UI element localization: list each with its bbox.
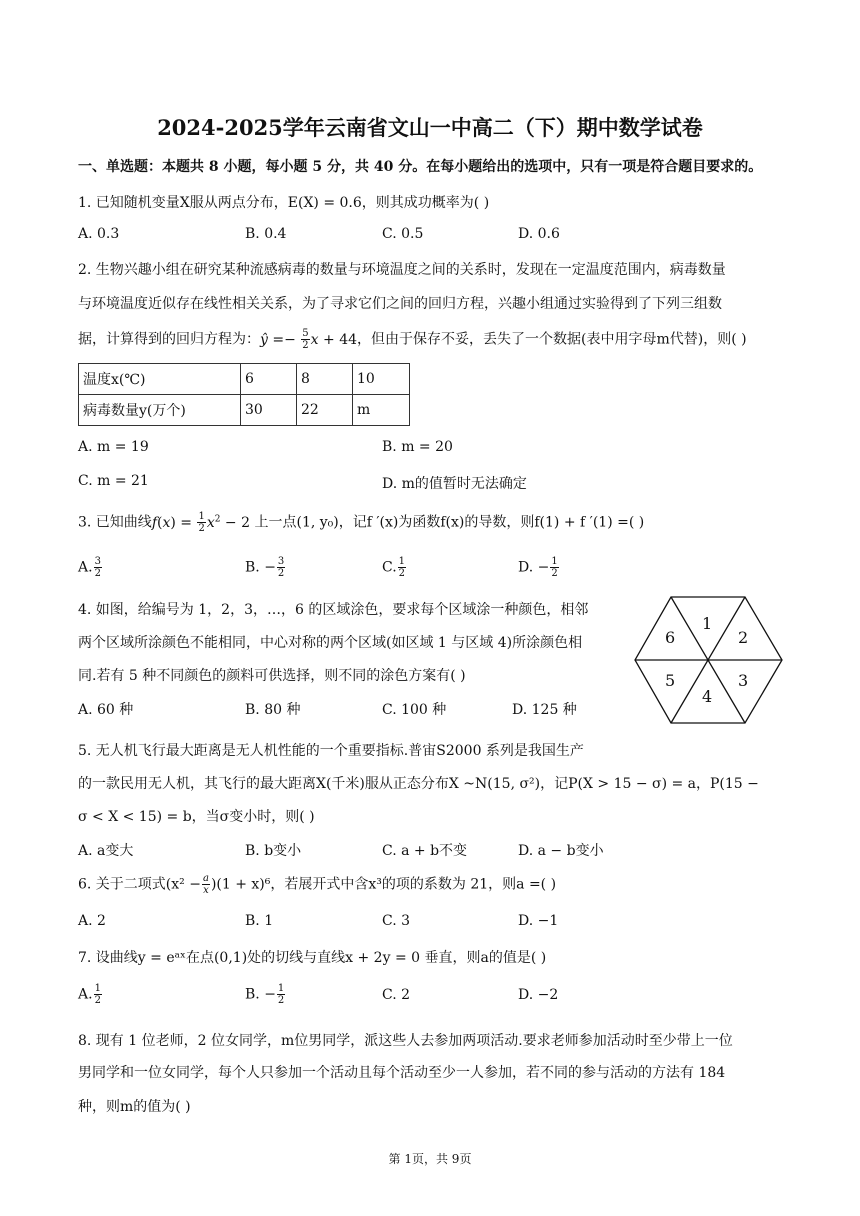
question-5-line-2: 的一款民用无人机，其飞行的最大距离X(千米)服从正态分布X ~N(15, σ²)，记P(X > 15 − σ) = a，P(15 − [78,776,759,792]
question-4-line-2: 两个区域所涂颜色不能相同，中心对称的两个区域(如区域 1 与区域 4)所涂颜色相 [78,635,583,651]
q3-stem-prefix: 3. 已知曲线 [78,514,152,531]
question-4-line-3: 同.若有 5 种不同颜色的颜料可供选择，则不同的涂色方案有( ) [78,668,466,684]
page-title: 2024-2025学年云南省文山一中高二（下）期中数学试卷 [157,115,703,140]
q7-option-c: C. 2 [382,987,411,1003]
region-label-3: 3 [738,671,749,690]
question-2-line-3 [78,328,747,351]
question-8-line-1: 8. 现有 1 位老师，2 位女同学，m位男同学，派这些人去参加两项活动.要求老师参加活动时至少带上一位 [78,1033,733,1049]
q4-option-c: C. 100 种 [382,702,447,718]
q1-option-c: C. 0.5 [382,226,424,242]
q5-option-b: B. b变小 [245,843,302,859]
table-cell: 温度x(℃) [79,364,241,395]
table-row [79,364,410,395]
q3-function: f(x) = $\frac{1}{2}$ $x^2 - 2$ [151,511,255,534]
question-5-line-1: 5. 无人机飞行最大距离是无人机性能的一个重要指标.普宙S2000 系列是我国生产 [78,743,584,759]
question-2-line-2: 与环境温度近似存在线性相关关系，为了寻求它们之间的回归方程，兴趣小组通过实验得到了下列三组数 [78,296,722,312]
question-1-stem: 1. 已知随机变量X服从两点分布，E(X) = 0.6，则其成功概率为( ) [78,195,490,211]
q6-stem-prefix: 6. 关于二项式(x² − [78,876,201,893]
table-cell: 10 [353,364,410,395]
q3-option-c: C. $\frac{1}{2}$ [382,556,406,579]
q5-option-d: D. a − b变小 [518,843,604,859]
q2-line3-suffix: ，但由于保存不妥，丢失了一个数据(表中用字母m代替)，则( ) [357,331,747,348]
q2-option-d: D. m的值暂时无法确定 [382,476,527,492]
q2-option-a: A. m = 19 [78,439,149,455]
q6-option-b: B. 1 [245,913,274,929]
table-cell: 6 [241,364,297,395]
q6-option-c: C. 3 [382,913,411,929]
q1-option-b: B. 0.4 [245,226,287,242]
q4-option-b: B. 80 种 [245,702,301,718]
q6-option-d: D. −1 [518,913,559,929]
q3-option-d-label: D. − [518,559,550,576]
question-8-line-3: 种，则m的值为( ) [78,1099,191,1115]
q2-option-c: C. m = 21 [78,473,149,489]
q3-option-d: D. − $\frac{1}{2}$ [518,556,558,579]
q5-option-a: A. a变大 [78,843,134,859]
data-table [78,363,410,426]
region-label-6: 6 [665,628,676,647]
regression-equation: ŷ =− $\frac{5}{2}$ x + 44 [260,328,358,351]
table-cell: 8 [297,364,353,395]
q3-option-a: A. $\frac{3}{2}$ [78,556,101,579]
q1-option-a: A. 0.3 [78,226,120,242]
q7-option-d: D. −2 [518,987,559,1003]
question-4-line-1: 4. 如图，给编号为 1，2，3，…，6 的区域涂色，要求每个区域涂一种颜色，相邻 [78,602,589,618]
region-label-5: 5 [665,671,676,690]
table-cell: 30 [241,395,297,426]
q6-option-a: A. 2 [78,913,106,929]
q3-option-b-label: B. − [245,559,276,576]
table-cell: 病毒数量y(万个) [79,395,241,426]
region-label-1: 1 [702,614,713,633]
hexagon-figure [634,596,784,724]
q7-option-a-label: A. [78,986,93,1003]
page-footer: 第 1页，共 9页 [388,1152,472,1166]
q2-line3-prefix: 据，计算得到的回归方程为： [78,331,260,348]
q5-option-c: C. a + b不变 [382,843,468,859]
q3-option-b: B. − $\frac{3}{2}$ [245,556,285,579]
q3-stem-suffix: 上一点(1, y₀)，记f ′(x)为函数f(x)的导数，则f(1) + f ′(1) =( ) [254,514,645,531]
section-heading: 一、单选题：本题共 8 小题，每小题 5 分，共 40 分。在每小题给出的选项中，只有一项是符合题目要求的。 [78,159,763,175]
q3-option-c-label: C. [382,559,397,576]
q2-option-b: B. m = 20 [382,439,453,455]
q6-stem-suffix: )(1 + x)⁶，若展开式中含x³的项的系数为 21，则a =( ) [210,876,557,893]
question-8-line-2: 男同学和一位女同学，每个人只参加一个活动且每个活动至少一人参加，若不同的参与活动的方法有 184 [78,1065,726,1081]
question-6-stem: 6. 关于二项式(x² − $\frac{a}{x}$ )(1 + x)⁶，若展开式中含x³的项的系数为 21，则a =( ) [78,873,557,896]
table-cell: 22 [297,395,353,426]
table-cell: m [353,395,410,426]
region-label-4: 4 [702,687,713,706]
question-7-stem: 7. 设曲线y = eᵃˣ在点(0,1)处的切线与直线x + 2y = 0 垂直，则a的值是( ) [78,950,547,966]
region-label-2: 2 [738,628,749,647]
q4-option-a: A. 60 种 [78,702,134,718]
table-row [79,395,410,426]
q7-option-b: B. − $\frac{1}{2}$ [245,983,285,1006]
question-5-line-3: σ < X < 15) = b，当σ变小时，则( ) [78,809,315,825]
q1-option-d: D. 0.6 [518,226,560,242]
question-2-line-1: 2. 生物兴趣小组在研究某种流感病毒的数量与环境温度之间的关系时，发现在一定温度范围内，病毒数量 [78,262,726,278]
q4-option-d: D. 125 种 [512,702,577,718]
q7-option-b-label: B. − [245,986,276,1003]
q7-option-a: A. $\frac{1}{2}$ [78,983,101,1006]
q3-option-a-label: A. [78,559,93,576]
question-3-stem [78,511,644,534]
